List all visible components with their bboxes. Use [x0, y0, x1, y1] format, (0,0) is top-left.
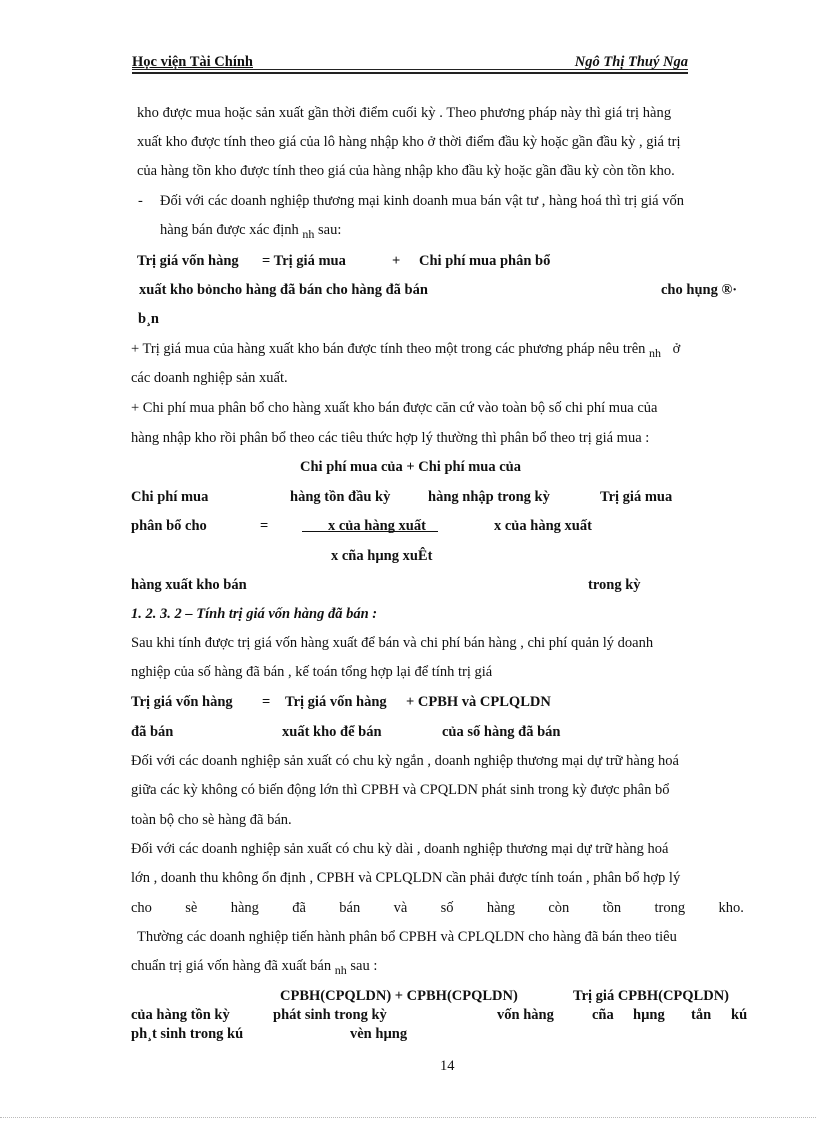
formula-term: của số hàng đã bán [442, 724, 561, 740]
header-rule-thick [132, 72, 688, 74]
formula-term: Trị giá CPBH(CPQLDN) [573, 988, 729, 1004]
formula-term: hàng xuất kho bán [131, 577, 247, 593]
bullet-dash: - [138, 193, 143, 209]
paragraph-line: Sau khi tính được trị giá vốn hàng xuất để bán và chi phí bán hàng , chi phí quản lý doanh [131, 635, 654, 651]
formula-operator: = [262, 694, 271, 710]
paragraph-line: kho được mua hoặc sản xuất gần thời điểm cuối kỳ . Theo phương pháp này thì giá trị hàng [137, 105, 672, 121]
paragraph-line: + Chi phí mua phân bổ cho hàng xuất kho bán được căn cứ vào toàn bộ số chi phí mua của [131, 400, 658, 416]
formula-term: phân bổ cho [131, 518, 207, 534]
formula-term: kú [731, 1007, 748, 1023]
formula-term: hàng tồn đầu kỳ [290, 489, 391, 505]
formula-term: đã bán [131, 724, 174, 740]
formula-term: Chi phí mua của + Chi phí mua của [300, 459, 521, 475]
formula-term: x cña hµng xuÊt [331, 548, 433, 564]
header-institution: Học viện Tài Chính [132, 54, 253, 70]
formula-term: tån [691, 1007, 712, 1023]
page-number: 14 [440, 1058, 455, 1074]
formula-term: cña [592, 1007, 614, 1023]
formula-term: Trị giá mua [600, 489, 673, 505]
paragraph-line: xuất kho được tính theo giá của lô hàng nhập kho ở thời điểm đầu kỳ hoặc gần đầu kỳ , giá trị [137, 134, 681, 150]
formula-term: xuất kho bỏncho hàng đã bán cho hàng đã bán [139, 282, 428, 298]
formula-term: = Trị giá mua [262, 253, 346, 269]
formula-term: Trị giá vốn hàng [137, 253, 239, 269]
paragraph-line: toàn bộ cho sè hàng đã bán. [131, 812, 292, 828]
bullet-line: Đối với các doanh nghiệp thương mại kinh doanh mua bán vật tư , hàng hoá thì trị giá vốn [160, 193, 684, 209]
formula-term: trong kỳ [588, 577, 641, 593]
formula-term: vèn hµng [350, 1026, 408, 1042]
formula-term: x của hàng xuất [328, 518, 426, 534]
paragraph-line: Đối với các doanh nghiệp sản xuất có chu kỳ dài , doanh nghiệp thương mại dự trữ hàng hoá [131, 841, 669, 857]
paragraph-line: hàng nhập kho rồi phân bổ theo các tiêu thức hợp lý thường thì phân bổ theo trị giá mua : [131, 430, 650, 446]
formula-term: cho hụng ®· [661, 282, 738, 298]
paragraph-line: của hàng tồn kho được tính theo giá của hàng nhập kho đầu kỳ hoặc gần đầu kỳ còn tồn kho. [137, 163, 675, 179]
paragraph-line: nghiệp của số hàng đã bán , kế toán tổng hợp lại để tính trị giá [131, 664, 493, 680]
paragraph-line: chuẩn trị giá vốn hàng đã xuất bán $_{nh}$ sau : [131, 958, 378, 977]
header-rule [132, 69, 688, 70]
paragraph-line: lớn , doanh thu không ổn định , CPBH và CPLQLDN cần phải được tính toán , phân bổ hợp lý [131, 870, 681, 886]
formula-term: Chi phí mua [131, 489, 209, 505]
formula-term: b¸n [138, 311, 159, 327]
formula-term: xuất kho để bán [282, 724, 382, 740]
formula-term: hµng [633, 1007, 665, 1023]
formula-term: x của hàng xuất [494, 518, 592, 534]
formula-term: hàng nhập trong kỳ [428, 489, 550, 505]
paragraph-line: + Trị giá mua của hàng xuất kho bán được tính theo một trong các phương pháp nêu trên $_{nh}$ ở [131, 341, 681, 360]
fraction-line [302, 531, 438, 532]
paragraph-line: các doanh nghiệp sản xuất. [131, 370, 288, 386]
paragraph-line: Thường các doanh nghiệp tiến hành phân bổ CPBH và CPLQLDN cho hàng đã bán theo tiêu [137, 929, 677, 945]
bullet-line: hàng bán được xác định $_{nh}$ sau: [160, 222, 342, 241]
formula-term: phát sinh trong kỳ [273, 1007, 387, 1023]
section-heading: 1. 2. 3. 2 – Tính trị giá vốn hàng đã bán : [131, 606, 378, 622]
formula-term: Trị giá vốn hàng [285, 694, 387, 710]
formula-term: của hàng tồn kỳ [131, 1007, 230, 1023]
formula-operator: = [260, 518, 269, 534]
paragraph-line: Đối với các doanh nghiệp sản xuất có chu kỳ ngắn , doanh nghiệp thương mại dự trữ hàng hoá [131, 753, 679, 769]
paragraph-line: giữa các kỳ không có biến động lớn thì CPBH và CPQLDN phát sinh trong kỳ được phân bổ [131, 782, 670, 798]
formula-term: vốn hàng [497, 1007, 554, 1023]
formula-term: Trị giá vốn hàng [131, 694, 233, 710]
formula-operator: + [392, 253, 401, 269]
page-bottom-border [0, 1117, 816, 1118]
formula-term: + CPBH và CPLQLDN [406, 694, 551, 710]
header-author: Ngô Thị Thuý Nga [574, 54, 688, 70]
formula-term: Chi phí mua phân bổ [419, 253, 551, 269]
formula-term: CPBH(CPQLDN) + CPBH(CPQLDN) [280, 988, 518, 1004]
formula-term: ph¸t sinh trong kú [131, 1026, 244, 1042]
justified-line: cho sè hàng đã bán và số hàng còn tồn trong kho. [131, 900, 744, 916]
